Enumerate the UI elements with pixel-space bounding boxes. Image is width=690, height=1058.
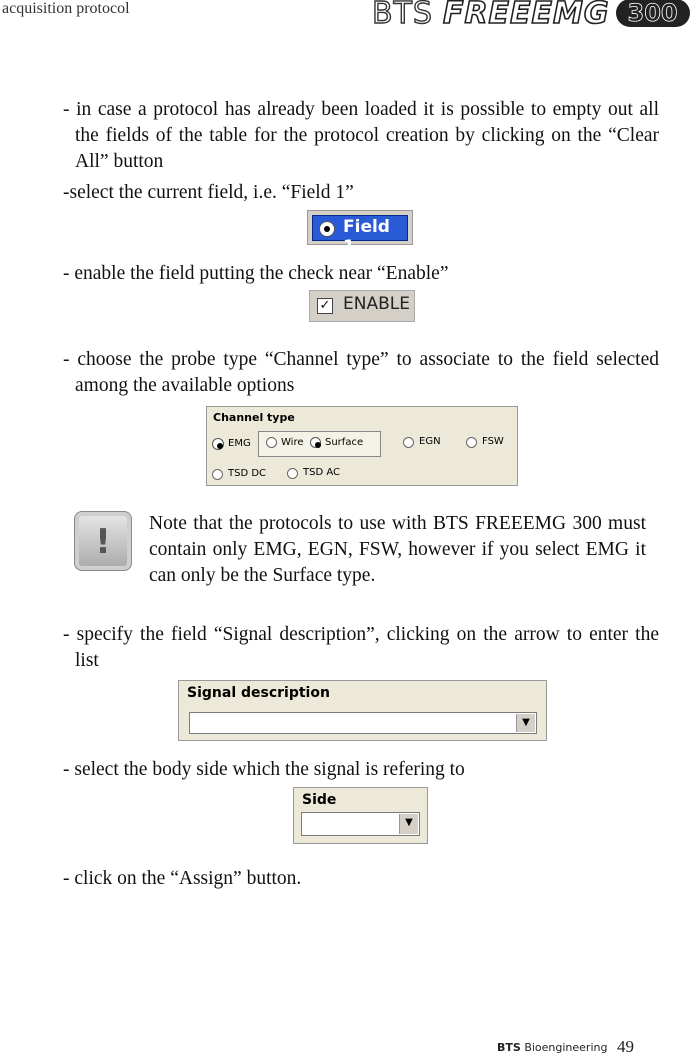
logo-bts: BTS — [372, 0, 433, 31]
radio-fsw[interactable] — [466, 437, 477, 448]
paragraph-signal-description: - specify the field “Signal description”, clicking on the arrow to enter the list — [63, 624, 659, 671]
logo-product: FREEEMG — [442, 0, 610, 31]
footer-brand-bold: BTS — [497, 1041, 521, 1054]
note-text: Note that the protocols to use with BTS FREEEMG 300 must contain only EMG, EGN, FSW, however if you select EMG it can only be the Surface type. — [149, 513, 646, 586]
radio-tsd-ac[interactable] — [287, 468, 298, 479]
paragraph-enable-field: - enable the field putting the check near “Enable” — [63, 263, 449, 284]
enable-checkbox-widget[interactable] — [309, 290, 415, 322]
channel-type-title: Channel type — [213, 411, 295, 424]
channel-type-panel — [206, 406, 518, 486]
side-panel — [293, 787, 428, 844]
paragraph-body-side: - select the body side which the signal is refering to — [63, 759, 465, 780]
field-1-selection — [312, 215, 408, 257]
radio-egn[interactable] — [403, 437, 414, 448]
radio-emg-selected[interactable] — [212, 438, 224, 450]
option-egn: EGN — [419, 436, 441, 447]
logo-model: 300 — [616, 0, 690, 27]
enable-label: ENABLE — [343, 294, 410, 314]
option-tsd-dc: TSD DC — [228, 468, 267, 479]
footer-brand — [497, 1041, 607, 1054]
signal-description-title: Signal description — [187, 685, 330, 701]
radio-selected-icon — [319, 221, 335, 237]
product-logo — [372, 0, 690, 29]
paragraph-channel-type: - choose the probe type “Channel type” to associate to the field selected among the available options — [63, 349, 659, 396]
radio-wire[interactable] — [266, 437, 277, 448]
option-fsw: FSW — [482, 436, 504, 447]
option-tsd-ac: TSD AC — [303, 467, 340, 478]
option-wire: Wire — [281, 437, 304, 448]
footer-brand-rest: Bioengineering — [524, 1041, 608, 1054]
signal-description-dropdown[interactable] — [189, 712, 537, 734]
page-number: 49 — [617, 1037, 634, 1056]
option-surface: Surface — [325, 437, 364, 448]
chevron-down-icon[interactable]: ▼ — [399, 814, 418, 834]
field-1-button[interactable] — [307, 210, 413, 257]
chevron-down-icon[interactable]: ▼ — [516, 714, 535, 732]
radio-surface-selected[interactable] — [310, 437, 321, 448]
radio-tsd-dc[interactable] — [212, 469, 223, 480]
paragraph-assign: - click on the “Assign” button. — [63, 868, 302, 889]
side-title: Side — [302, 792, 337, 808]
checkbox-checked-icon[interactable]: ✓ — [317, 298, 333, 314]
option-emg: EMG — [228, 438, 251, 449]
paragraph-clear-all: - in case a protocol has already been loaded it is possible to empty out all the fields of the table for the protocol creation by clicking on the “Clear All” button — [63, 99, 659, 172]
section-title: acquisition protocol — [2, 0, 130, 17]
signal-description-panel — [178, 680, 547, 741]
warning-icon: ! — [74, 511, 132, 571]
emg-subtype-box — [258, 431, 381, 457]
side-dropdown[interactable] — [301, 812, 420, 836]
field-1-label: Field 1 — [343, 217, 390, 257]
paragraph-select-field: -select the current field, i.e. “Field 1” — [63, 182, 354, 203]
